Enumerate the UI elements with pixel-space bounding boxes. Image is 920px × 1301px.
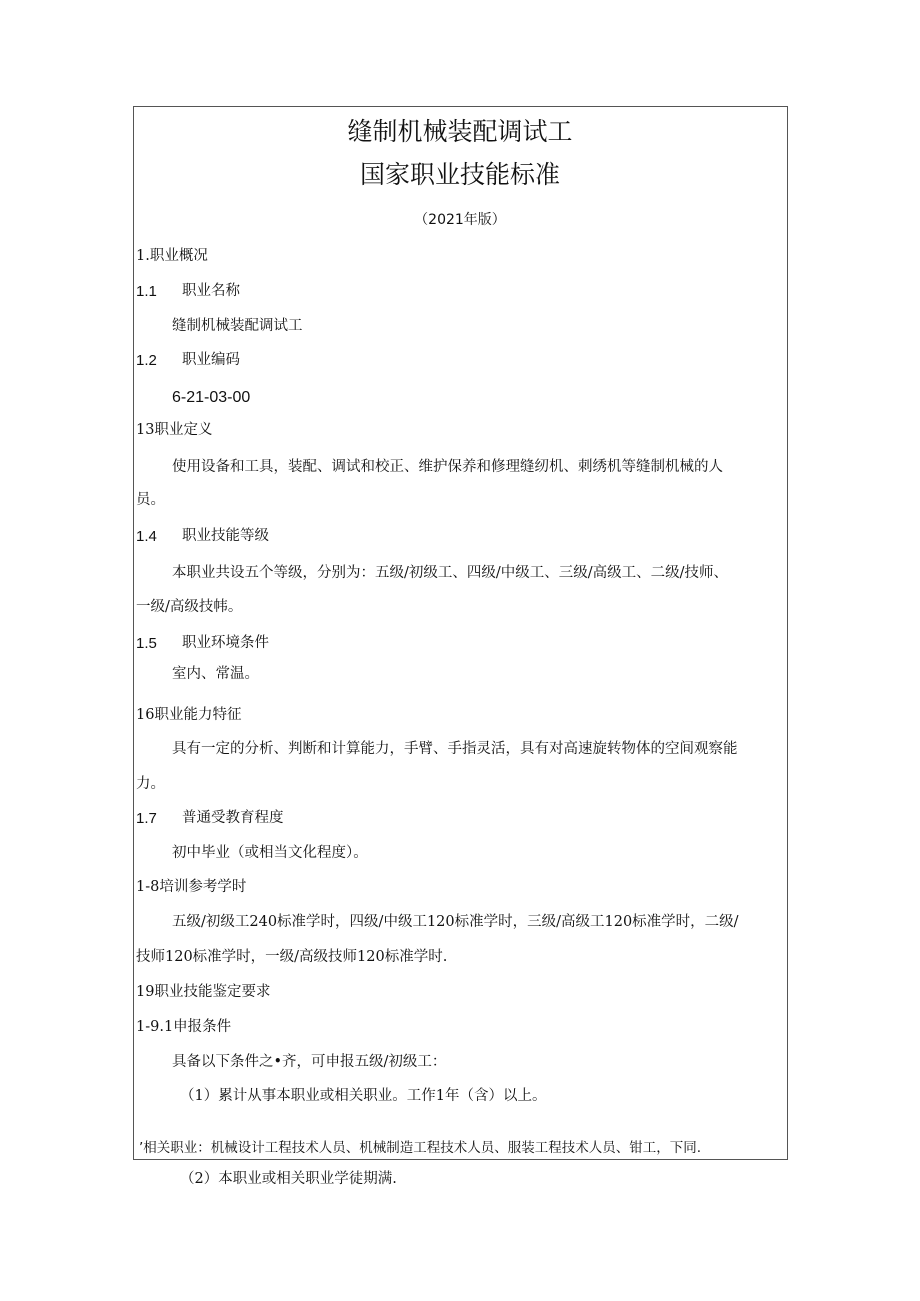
section-heading: 1.职业概况: [136, 248, 208, 264]
footnote: ’相关职业：机械设计工程技术人员、机械制造工程技术人员、服装工程技术人员、钳工，下同.: [139, 1140, 702, 1156]
section-heading: 16职业能力特征: [136, 707, 242, 723]
section-number: 1.1: [136, 283, 157, 300]
section-body: 本职业共设五个等级，分别为：五级/初级工、四级/中级工、三级/高级工、二级/技师、: [172, 565, 729, 581]
list-item: （2）本职业或相关职业学徒期满.: [180, 1171, 397, 1187]
section-heading: 职业环境条件: [182, 635, 269, 651]
section-heading: 职业名称: [182, 283, 240, 299]
page-frame: [133, 106, 788, 1160]
section-body: 力。: [136, 776, 165, 792]
section-body: 具备以下条件之•齐，可申报五级/初级工：: [172, 1054, 447, 1070]
section-number: 1.7: [136, 810, 157, 827]
section-body: 技师120标准学时，一级/高级技师120标准学时.: [136, 949, 448, 965]
section-number: 1.4: [136, 528, 157, 545]
edition-label: （2021年版）: [414, 212, 506, 228]
section-body: 缝制机械装配调试工: [172, 318, 303, 334]
list-item: （1）累计从事本职业或相关职业。工作1年（含）以上。: [180, 1088, 547, 1104]
occupation-code: 6-21-03-00: [172, 389, 251, 406]
section-heading: 1-8培训参考学时: [136, 879, 247, 895]
section-number: 1.5: [136, 635, 157, 652]
document-title: 缝制机械装配调试工: [347, 117, 573, 146]
section-heading: 13职业定义: [136, 422, 213, 438]
section-body: 使用设备和工具，装配、调试和校正、维护保养和修理缝纫机、刺绣机等缝制机械的人: [172, 459, 723, 475]
section-body: 初中毕业（或相当文化程度）。: [172, 845, 368, 861]
section-heading: 职业技能等级: [182, 528, 269, 544]
section-number: 1.2: [136, 352, 157, 369]
section-body: 一级/高级技帏。: [136, 599, 243, 615]
section-body: 具有一定的分析、判断和计算能力，手臂、手指灵活，具有对高速旋转物体的空间观察能: [172, 741, 738, 757]
section-body: 五级/初级工240标准学时，四级/中级工120标准学时，三级/高级工120标准学时，二级/: [172, 914, 739, 930]
section-heading: 普通受教育程度: [182, 810, 284, 826]
document-subtitle: 国家职业技能标准: [359, 160, 560, 189]
section-body: 室内、常温。: [172, 666, 259, 682]
subsection-heading: 1-9.1申报条件: [136, 1019, 232, 1035]
section-heading: 职业编码: [182, 352, 240, 368]
section-heading: 19职业技能鉴定要求: [136, 984, 271, 1000]
section-body: 员。: [136, 492, 165, 508]
